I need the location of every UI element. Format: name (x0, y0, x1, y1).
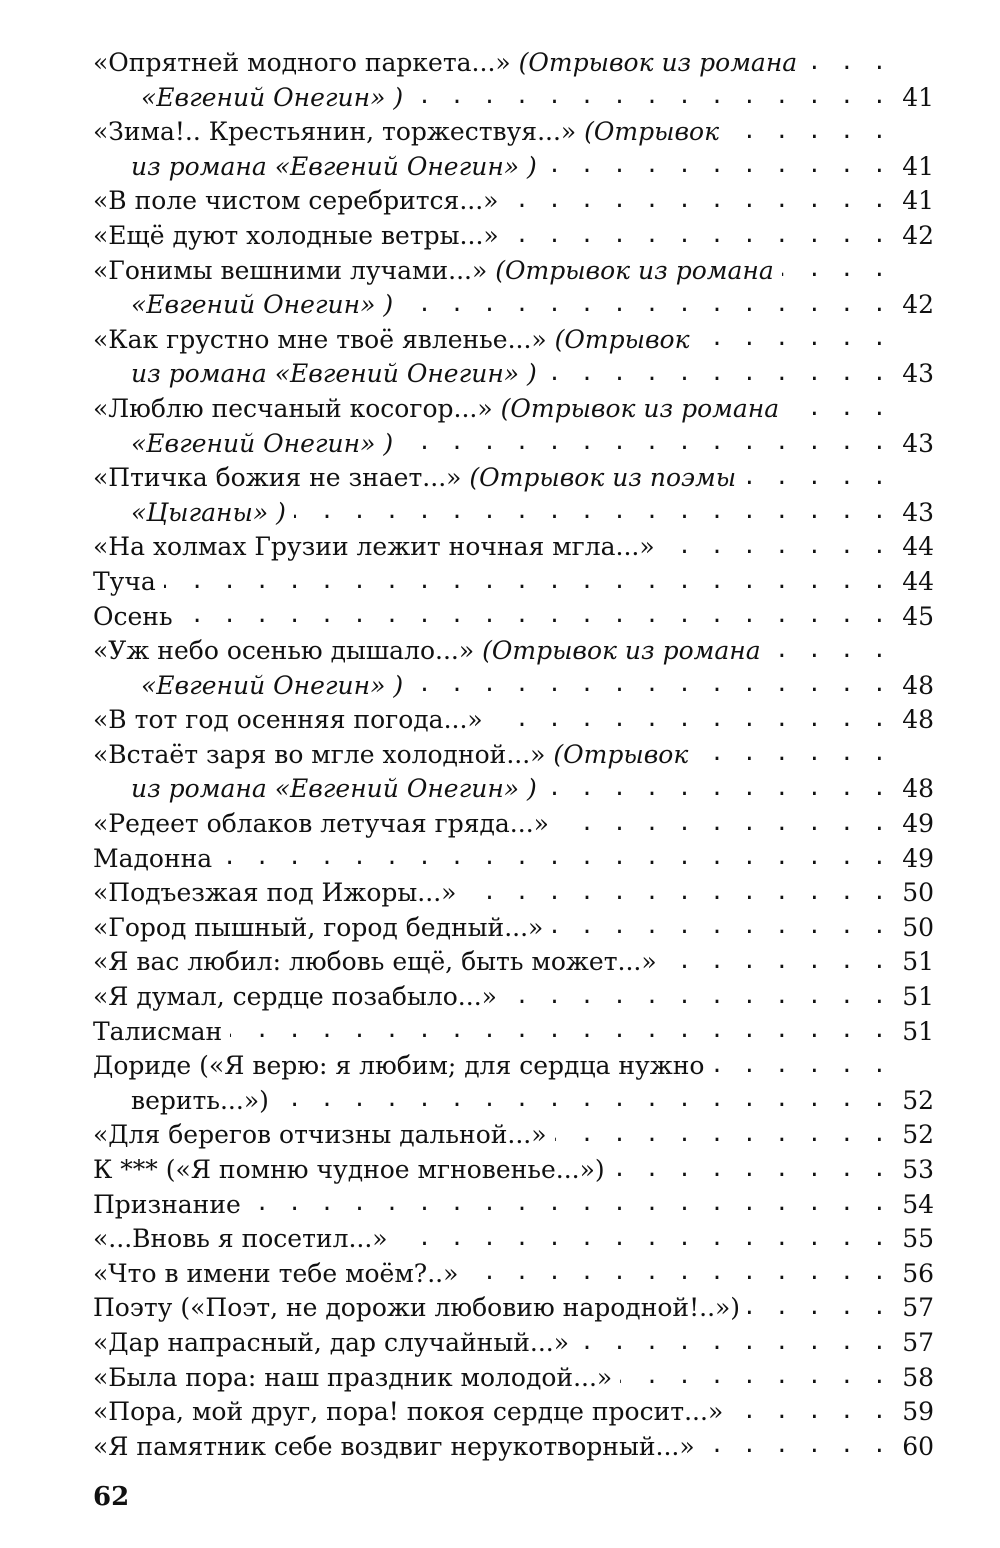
toc-entry (93, 150, 934, 185)
toc-title: «На холмах Грузии лежит ночная мгла...» (93, 532, 655, 562)
toc-note: (Отрывок (584, 117, 720, 147)
toc-entry (93, 496, 934, 531)
toc-page: 42 (900, 219, 934, 254)
toc-title: «Я памятник себе воздвиг нерукотворный...» (93, 1431, 695, 1461)
toc-title: верить...») (131, 1085, 269, 1115)
toc-entry (93, 254, 934, 289)
toc-entry (93, 1049, 934, 1084)
toc-entry (93, 392, 934, 427)
toc-entry (93, 1222, 934, 1257)
toc-title: «Гонимы вешними лучами...» (93, 255, 488, 285)
toc-page: 51 (900, 1015, 934, 1050)
toc-entry (93, 945, 934, 980)
toc-entry (93, 530, 934, 565)
toc-title: Мадонна (93, 843, 213, 873)
toc-entry (93, 46, 934, 81)
toc-entry (93, 461, 934, 496)
toc-title: «Ещё дуют холодные ветры...» (93, 220, 499, 250)
toc-entry (93, 1430, 934, 1465)
toc-page: 48 (900, 703, 934, 738)
toc-title: Дориде («Я верю: я любим; для сердца нужно (93, 1051, 705, 1081)
toc-page: 59 (900, 1395, 934, 1430)
toc-entry (93, 357, 934, 392)
toc-note: (Отрывок из романа (495, 255, 774, 285)
toc-title: «Я вас любил: любовь ещё, быть может...» (93, 947, 657, 977)
toc-title: «Уж небо осенью дышало...» (93, 636, 475, 666)
toc-title: «Люблю песчаный косогор...» (93, 393, 493, 423)
toc-title: «Дар напрасный, дар случайный...» (93, 1327, 570, 1357)
toc-entry (93, 634, 934, 669)
toc-note: (Отрывок из романа (500, 393, 780, 423)
toc-note: из романа «Евгений Онегин» ) (131, 359, 537, 389)
toc-note: «Цыганы» ) (131, 497, 286, 527)
toc-title: «Была пора: наш праздник молодой...» (93, 1362, 613, 1392)
toc-page: 48 (900, 772, 934, 807)
toc-entry (93, 703, 934, 738)
toc-page: 52 (900, 1118, 934, 1153)
toc-entry (93, 565, 934, 600)
toc-entry (93, 81, 934, 116)
toc-note: «Евгений Онегин» ) (141, 670, 404, 700)
toc-page: 57 (900, 1291, 934, 1326)
toc-note: «Евгений Онегин» ) (131, 290, 394, 320)
toc-page: 41 (900, 150, 934, 185)
toc-title: «Встаёт заря во мгле холодной...» (93, 739, 546, 769)
toc-note: из романа «Евгений Онегин» ) (131, 774, 537, 804)
toc-page: 44 (900, 565, 934, 600)
toc-page: 48 (900, 669, 934, 704)
toc-title: Талисман (93, 1016, 223, 1046)
toc-title: «Зима!.. Крестьянин, торжествуя...» (93, 117, 577, 147)
toc-page: 51 (900, 945, 934, 980)
toc-page: 43 (900, 496, 934, 531)
toc-page: 57 (900, 1326, 934, 1361)
toc-title: «Подъезжая под Ижоры...» (93, 878, 457, 908)
toc-entry (93, 669, 934, 704)
toc-title: «Птичка божия не знает...» (93, 463, 462, 493)
toc-entry (93, 1361, 934, 1396)
toc-page: 50 (900, 911, 934, 946)
toc-entry (93, 980, 934, 1015)
toc-page: 52 (900, 1084, 934, 1119)
toc-title: «В поле чистом серебрится...» (93, 186, 499, 216)
toc-note: (Отрывок из романа (518, 48, 798, 77)
toc-note: (Отрывок из поэмы (469, 463, 737, 493)
toc-page: 41 (900, 184, 934, 219)
page-number: 62 (93, 1482, 130, 1512)
toc-entry (93, 1291, 934, 1326)
toc-entry (93, 1257, 934, 1292)
toc-page: 53 (900, 1153, 934, 1188)
toc-entry (93, 738, 934, 773)
toc-note: «Евгений Онегин» ) (141, 82, 404, 112)
toc-page: 45 (900, 600, 934, 635)
table-of-contents (93, 46, 934, 1464)
toc-entry (93, 115, 934, 150)
dot-leader (93, 572, 934, 592)
toc-title: «Опрятней модного паркета...» (93, 48, 511, 77)
toc-title: «...Вновь я посетил...» (93, 1224, 388, 1254)
toc-page: 60 (900, 1430, 934, 1465)
dot-leader (93, 606, 934, 626)
toc-entry (93, 842, 934, 877)
toc-entry (93, 323, 934, 358)
toc-note: из романа «Евгений Онегин» ) (131, 151, 537, 181)
toc-entry (93, 427, 934, 462)
toc-title: «Как грустно мне твоё явленье...» (93, 324, 547, 354)
toc-page: 42 (900, 288, 934, 323)
toc-entry (93, 1395, 934, 1430)
toc-title: Осень (93, 601, 173, 631)
toc-title: «Пора, мой друг, пора! покоя сердце просит...» (93, 1397, 724, 1427)
toc-entry (93, 807, 934, 842)
toc-entry (93, 876, 934, 911)
toc-entry (93, 1084, 934, 1119)
toc-page: 54 (900, 1188, 934, 1223)
toc-title: Поэту («Поэт, не дорожи любовию народной!..») (93, 1293, 741, 1323)
toc-page: 44 (900, 530, 934, 565)
toc-entry (93, 184, 934, 219)
toc-entry (93, 600, 934, 635)
toc-entry (93, 1188, 934, 1223)
toc-page: 56 (900, 1257, 934, 1292)
toc-page: 55 (900, 1222, 934, 1257)
toc-note: (Отрывок из романа (482, 636, 761, 666)
toc-title: «Для берегов отчизны дальной...» (93, 1120, 547, 1150)
toc-title: «Что в имени тебе моём?..» (93, 1258, 459, 1288)
toc-page: 58 (900, 1361, 934, 1396)
toc-title: К *** («Я помню чудное мгновенье...») (93, 1155, 605, 1184)
toc-note: «Евгений Онегин» ) (131, 428, 394, 458)
toc-title: «В тот год осенняя погода...» (93, 705, 483, 735)
toc-title: «Город пышный, город бедный...» (93, 912, 544, 942)
toc-page: 43 (900, 427, 934, 462)
toc-page: 43 (900, 357, 934, 392)
toc-page: 51 (900, 980, 934, 1015)
toc-page: 49 (900, 842, 934, 877)
toc-title: Признание (93, 1189, 241, 1219)
toc-page: 50 (900, 876, 934, 911)
toc-entry (93, 1153, 934, 1188)
toc-page: 41 (900, 81, 934, 116)
toc-entry (93, 1118, 934, 1153)
toc-entry (93, 911, 934, 946)
toc-entry (93, 1326, 934, 1361)
toc-title: Туча (93, 566, 156, 596)
toc-entry (93, 772, 934, 807)
toc-entry (93, 1015, 934, 1050)
toc-title: «Я думал, сердце позабыло...» (93, 982, 497, 1012)
toc-page: 49 (900, 807, 934, 842)
toc-title: «Редеет облаков летучая гряда...» (93, 809, 549, 839)
toc-note: (Отрывок (553, 739, 689, 769)
toc-note: (Отрывок (554, 324, 690, 354)
toc-entry (93, 288, 934, 323)
toc-entry (93, 219, 934, 254)
